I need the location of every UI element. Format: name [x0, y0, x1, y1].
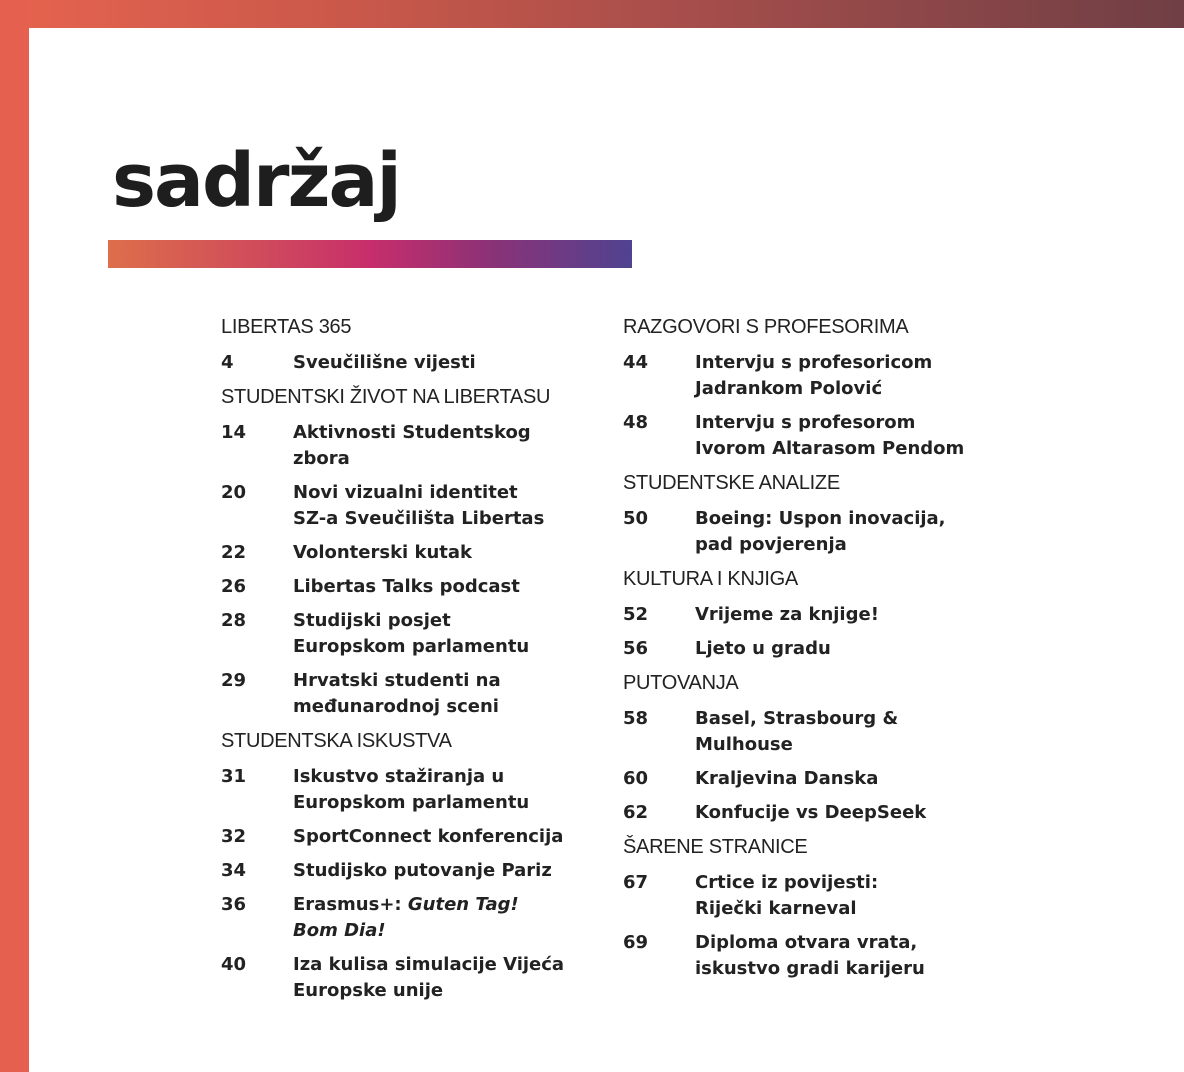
toc-entry[interactable] [623, 706, 993, 758]
toc-entry[interactable] [221, 764, 591, 816]
toc-entry[interactable] [221, 824, 591, 850]
entry-title [293, 540, 472, 566]
entry-title-text: Konfucije vs DeepSeek [695, 802, 927, 823]
entry-title-text: Volonterski kutak [293, 542, 472, 563]
section-heading: STUDENTSKE ANALIZE [623, 472, 840, 494]
entry-title-text: Crtice iz povijesti: Riječki karneval [695, 872, 879, 919]
page-number: 50 [623, 508, 649, 529]
section-heading: STUDENTSKI ŽIVOT NA LIBERTASU [221, 386, 551, 408]
section-heading: STUDENTSKA ISKUSTVA [221, 730, 452, 752]
entry-title-text: Libertas Talks podcast [293, 576, 520, 597]
entry-title-text: Boeing: Uspon inovacija, pad povjerenja [695, 508, 946, 555]
page-number: 67 [623, 872, 649, 893]
toc-section [623, 670, 993, 826]
entry-title [293, 608, 529, 660]
toc-entry[interactable] [221, 540, 591, 566]
page-number: 60 [623, 768, 649, 789]
toc-entry[interactable] [221, 858, 591, 884]
entry-title-text: Iskustvo stažiranja u Europskom parlamentu [293, 766, 530, 813]
entry-title [695, 410, 964, 462]
left-frame-bar [0, 0, 29, 1072]
toc-entry[interactable] [221, 480, 591, 532]
page-number: 20 [221, 482, 247, 503]
entry-title [293, 420, 531, 472]
entry-title-text: Intervju s profesorom Ivorom Altarasom Pendom [695, 412, 965, 459]
entry-title-text: Kraljevina Danska [695, 768, 879, 789]
entry-title-text: Studijsko putovanje Pariz [293, 860, 552, 881]
entry-title [695, 636, 831, 662]
entry-title-text: Sveučilišne vijesti [293, 352, 476, 373]
page-number: 32 [221, 826, 247, 847]
entry-title [293, 892, 519, 944]
toc-entry[interactable] [623, 766, 993, 792]
entry-title-text: Hrvatski studenti na međunarodnoj sceni [293, 670, 501, 717]
entry-title-text: Studijski posjet Europskom parlamentu [293, 610, 530, 657]
title-gradient-bar [108, 240, 632, 268]
entry-title [293, 480, 544, 532]
page-number: 56 [623, 638, 649, 659]
page-number: 36 [221, 894, 247, 915]
page-number: 14 [221, 422, 247, 443]
page-number: 58 [623, 708, 649, 729]
entry-title [695, 506, 946, 558]
toc-entry[interactable] [623, 870, 993, 922]
entry-title-text: Novi vizualni identitet SZ-a Sveučilišta Libertas [293, 482, 545, 529]
page-number: 48 [623, 412, 649, 433]
entry-title [293, 668, 501, 720]
entry-title [695, 800, 926, 826]
entry-title [293, 824, 563, 850]
toc-column-right [623, 314, 993, 990]
section-heading: RAZGOVORI S PROFESORIMA [623, 316, 909, 338]
page-number: 62 [623, 802, 649, 823]
toc-entry[interactable] [221, 420, 591, 472]
toc-section [221, 314, 591, 376]
toc-column-left [221, 314, 591, 1012]
section-heading: KULTURA I KNJIGA [623, 568, 798, 590]
entry-title [695, 766, 878, 792]
page-number: 69 [623, 932, 649, 953]
entry-title [293, 350, 476, 376]
entry-title [293, 574, 520, 600]
toc-section [623, 834, 993, 982]
entry-title [293, 764, 529, 816]
toc-entry[interactable] [623, 350, 993, 402]
toc-section [623, 470, 993, 558]
page-number: 4 [221, 352, 234, 373]
toc-entry[interactable] [623, 800, 993, 826]
section-heading: ŠARENE STRANICE [623, 836, 808, 858]
toc-entry[interactable] [623, 506, 993, 558]
entry-title-text: SportConnect konferencija [293, 826, 564, 847]
page-number: 52 [623, 604, 649, 625]
toc-section [623, 566, 993, 662]
entry-title-text: Vrijeme za knjige! [695, 604, 879, 625]
entry-title-text: Iza kulisa simulacije Vijeća Europske unije [293, 954, 565, 1001]
entry-title [695, 350, 932, 402]
section-heading: LIBERTAS 365 [221, 316, 352, 338]
toc-entry[interactable] [221, 350, 591, 376]
page-number: 31 [221, 766, 247, 787]
toc-entry[interactable] [623, 602, 993, 628]
top-frame-bar [0, 0, 1184, 28]
toc-section [221, 384, 591, 720]
entry-title-text: Ljeto u gradu [695, 638, 831, 659]
toc-entry[interactable] [221, 952, 591, 1004]
toc-entry[interactable] [221, 574, 591, 600]
toc-entry[interactable] [221, 892, 591, 944]
entry-title [695, 602, 879, 628]
entry-title [695, 930, 925, 982]
entry-title [293, 858, 552, 884]
entry-title-text: Intervju s profesoricom Jadrankom Polović [695, 352, 933, 399]
page-number: 44 [623, 352, 649, 373]
entry-title-text: Basel, Strasbourg & Mulhouse [695, 708, 899, 755]
entry-title [695, 706, 898, 758]
page-title: sadržaj [112, 138, 400, 224]
toc-entry[interactable] [221, 668, 591, 720]
entry-title-text: Diploma otvara vrata, iskustvo gradi karijeru [695, 932, 925, 979]
toc-section [221, 728, 591, 1004]
page-number: 29 [221, 670, 247, 691]
page-number: 26 [221, 576, 247, 597]
toc-section [623, 314, 993, 462]
entry-title-italic: Guten Tag! Bom Dia! [293, 894, 519, 941]
entry-title [695, 870, 878, 922]
entry-title [293, 952, 564, 1004]
toc-entry[interactable] [623, 930, 993, 982]
toc-entry[interactable] [221, 608, 591, 660]
toc-entry[interactable] [623, 410, 993, 462]
page-number: 34 [221, 860, 247, 881]
toc-entry[interactable] [623, 636, 993, 662]
page-number: 22 [221, 542, 247, 563]
section-heading: PUTOVANJA [623, 672, 739, 694]
entry-title-text: Erasmus+: [293, 894, 408, 915]
entry-title-text: Aktivnosti Studentskog zbora [293, 422, 531, 469]
page-number: 28 [221, 610, 247, 631]
page-number: 40 [221, 954, 247, 975]
